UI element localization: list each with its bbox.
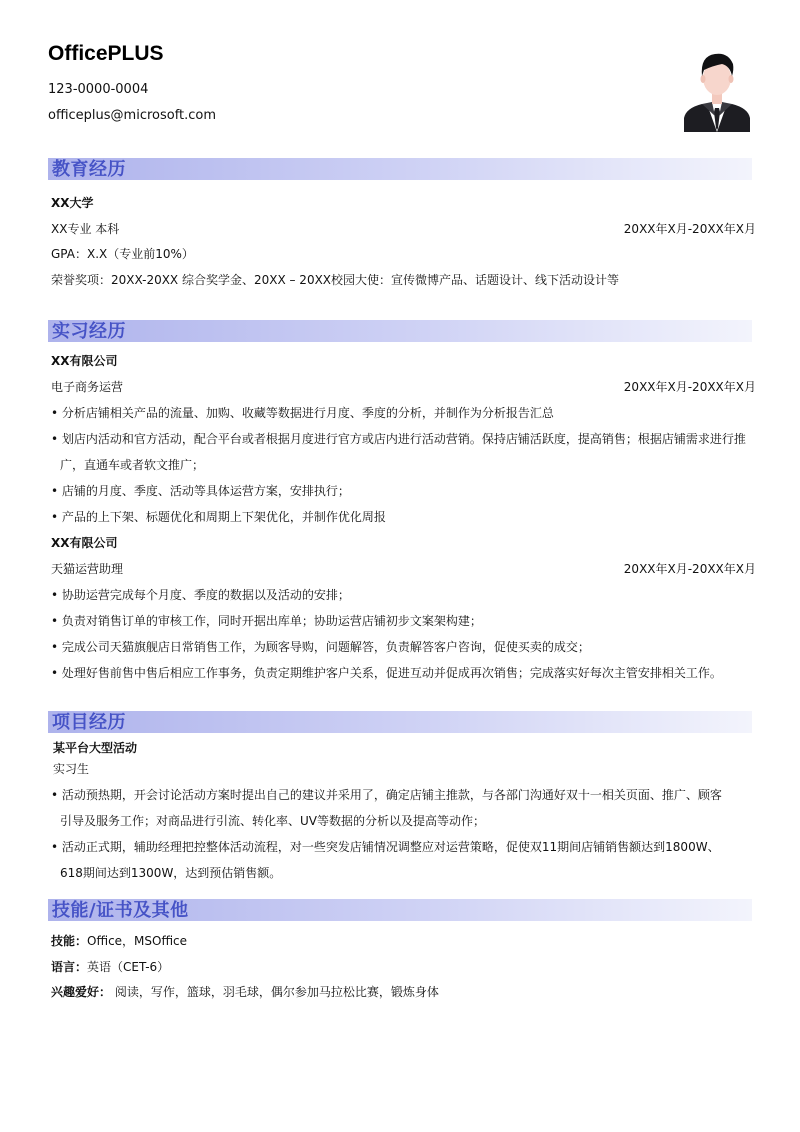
section-skills xyxy=(48,899,752,921)
job-bullet: • 完成公司天猫旗舰店日常销售工作，为顾客导购，问题解答，负责解答客户咨询，促使买卖的成交； xyxy=(51,640,590,654)
job-bullet: • 协助运营完成每个月度、季度的数据以及活动的安排； xyxy=(51,588,350,602)
hobby-value: 阅读，写作，篮球，羽毛球，偶尔参加马拉松比赛，锻炼身体 xyxy=(111,985,439,999)
job-bullet: • 划店内活动和官方活动，配合平台或者根据月度进行官方或店内进行活动营销。保持店铺活跃度，提高销售；根据店铺需求进行推 xyxy=(51,432,746,446)
education-honors: 荣誉奖项：20XX-20XX 综合奖学金、20XX – 20XX校园大使：宣传微博产品、话题设计、线下活动设计等 xyxy=(51,273,620,287)
job-bullet: • 负责对销售订单的审核工作，同时开据出库单；协助运营店铺初步文案架构建； xyxy=(51,614,482,628)
section-title-education: 教育经历 xyxy=(52,159,126,180)
job-role-row xyxy=(51,378,756,395)
job-date: 20XX年X月-20XX年X月 xyxy=(623,380,756,394)
job-bullet: • 产品的上下架、标题优化和周期上下架优化，并制作优化周报 xyxy=(51,510,386,524)
skills-value: Office，MSOffice xyxy=(87,934,188,948)
job-bullet: • 分析店铺相关产品的流量、加购、收藏等数据进行月度、季度的分析，并制作为分析报告汇总 xyxy=(51,406,554,420)
job-date: 20XX年X月-20XX年X月 xyxy=(623,562,756,576)
job-bullet: • 处理好售前售中售后相应工作事务，负责定期维护客户关系，促进互动并促成再次销售；完成落实好每次主管安排相关工作。 xyxy=(51,666,722,680)
project-role: 实习生 xyxy=(53,762,90,776)
job-bullet: • 店铺的月度、季度、活动等具体运营方案，安排执行； xyxy=(51,484,350,498)
project-bullet: • 活动正式期，辅助经理把控整体活动流程，对一些突发店铺情况调整应对运营策略，促使双11期间店铺销售额达到1800W、 xyxy=(51,840,720,854)
hobby-label: 兴趣爱好： xyxy=(51,985,112,999)
section-title-project: 项目经历 xyxy=(52,712,126,733)
section-education xyxy=(48,158,752,180)
section-title-skills: 技能/证书及其他 xyxy=(52,900,189,921)
language-label: 语言： xyxy=(51,960,88,974)
avatar-icon xyxy=(682,42,752,132)
project-bullet-continuation: 618期间达到1300W，达到预估销售额。 xyxy=(60,866,282,880)
language-value: 英语（CET-6） xyxy=(87,960,170,974)
section-internship xyxy=(48,320,752,342)
section-title-internship: 实习经历 xyxy=(52,321,126,342)
project-name: 某平台大型活动 xyxy=(53,741,138,755)
education-gpa: GPA：X.X（专业前10%） xyxy=(51,247,194,261)
project-bullet: • 活动预热期，开会讨论活动方案时提出自己的建议并采用了，确定店铺主推款，与各部门沟通好双十一相关页面、推广、顾客 xyxy=(51,788,722,802)
job-role: 天猫运营助理 xyxy=(51,562,124,576)
job-role-row xyxy=(51,560,756,577)
candidate-name: OfficePLUS xyxy=(48,42,164,65)
job-bullet-continuation: 广，直通车或者软文推广； xyxy=(60,458,205,472)
resume-header xyxy=(48,40,752,140)
phone-number: 123-0000-0004 xyxy=(48,82,149,97)
job-company: XX有限公司 xyxy=(51,536,118,550)
job-company: XX有限公司 xyxy=(51,354,118,368)
skills-row xyxy=(51,932,756,949)
section-project xyxy=(48,711,752,733)
language-row xyxy=(51,958,756,975)
hobby-row xyxy=(51,983,756,1000)
education-major-row xyxy=(51,220,756,237)
school-name: XX大学 xyxy=(51,196,94,210)
education-date: 20XX年X月-20XX年X月 xyxy=(623,222,756,236)
project-bullet-continuation: 引导及服务工作；对商品进行引流、转化率、UV等数据的分析以及提高等动作； xyxy=(60,814,485,828)
job-role: 电子商务运营 xyxy=(51,380,124,394)
email-address: officeplus@microsoft.com xyxy=(48,108,217,123)
education-major: XX专业 本科 xyxy=(51,222,120,236)
skills-label: 技能： xyxy=(51,934,88,948)
